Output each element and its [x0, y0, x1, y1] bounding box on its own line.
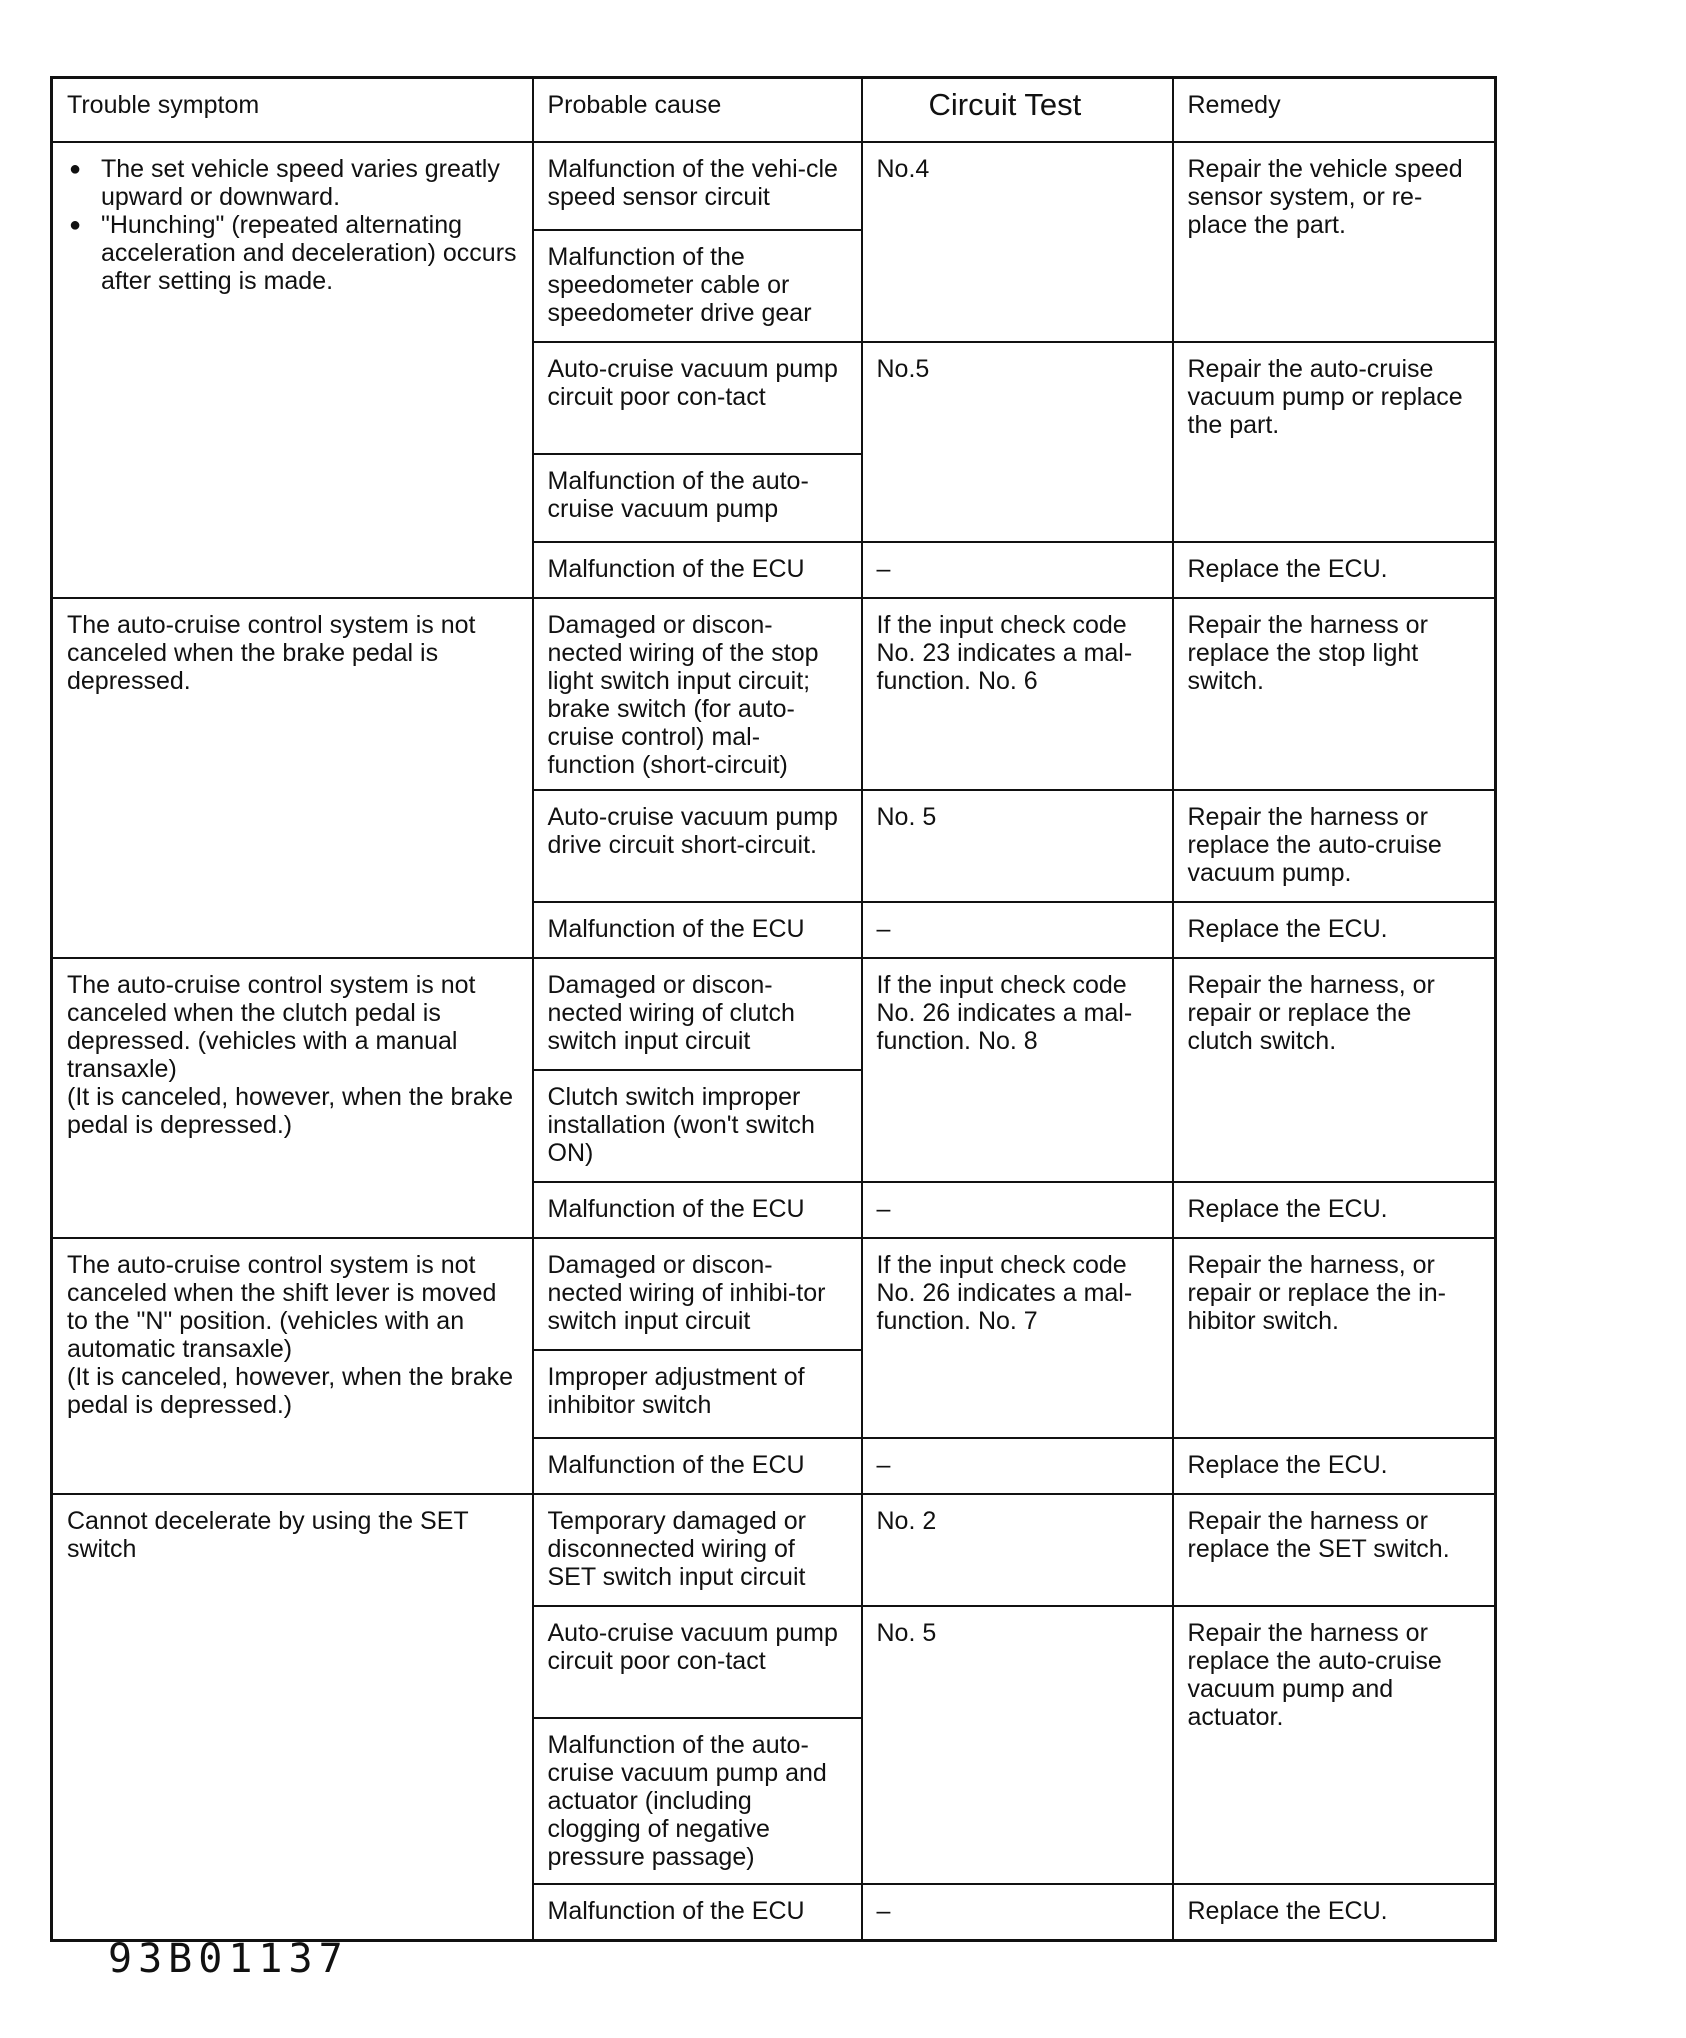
cause-cell: Improper adjustment of inhibitor switch — [533, 1350, 862, 1438]
cause-cell: Malfunction of the auto-cruise vacuum pump and actuator (including clogging of negative pressure passage) — [533, 1718, 862, 1884]
header-probable-cause: Probable cause — [533, 78, 862, 143]
table-row — [52, 958, 1496, 1070]
cause-cell: Damaged or discon-nected wiring of inhibi-tor switch input circuit — [533, 1238, 862, 1350]
circuit-test-cell: – — [862, 902, 1173, 958]
symptom-text: The auto-cruise control system is not canceled when the clutch pedal is depressed. (vehicles with a manual transaxle) — [67, 971, 476, 1083]
table-row — [52, 142, 1496, 230]
remedy-cell: Replace the ECU. — [1173, 1438, 1496, 1494]
cause-cell: Malfunction of the ECU — [533, 1884, 862, 1941]
circuit-test-cell: – — [862, 542, 1173, 598]
cause-cell: Malfunction of the ECU — [533, 902, 862, 958]
circuit-test-cell: – — [862, 1438, 1173, 1494]
symptom-cell — [52, 958, 533, 1238]
remedy-cell: Replace the ECU. — [1173, 1182, 1496, 1238]
symptom-cell — [52, 1238, 533, 1494]
cause-cell: Clutch switch improper installation (won't switch ON) — [533, 1070, 862, 1182]
remedy-cell: Repair the harness or replace the auto-cruise vacuum pump and actuator. — [1173, 1606, 1496, 1884]
cause-cell: Malfunction of the auto-cruise vacuum pump — [533, 454, 862, 542]
cause-cell: Damaged or discon-nected wiring of the stop light switch input circuit; brake switch (for auto-cruise control) mal-function (short-circuit) — [533, 598, 862, 790]
circuit-test-cell: No. 5 — [862, 1606, 1173, 1884]
header-row — [52, 78, 1496, 143]
cause-cell: Malfunction of the ECU — [533, 1438, 862, 1494]
circuit-test-cell: No. 5 — [862, 790, 1173, 902]
header-circuit-test: Circuit Test — [862, 78, 1173, 143]
symptom-cell: The auto-cruise control system is not canceled when the brake pedal is depressed. — [52, 598, 533, 958]
document-id: 93B01137 — [108, 1936, 349, 1982]
remedy-cell: Repair the harness, or repair or replace the in-hibitor switch. — [1173, 1238, 1496, 1438]
circuit-test-cell: If the input check code No. 26 indicates a mal-function. No. 8 — [862, 958, 1173, 1182]
remedy-cell: Repair the harness or replace the SET switch. — [1173, 1494, 1496, 1606]
table-row — [52, 598, 1496, 790]
remedy-cell: Repair the harness or replace the auto-cruise vacuum pump. — [1173, 790, 1496, 902]
symptom-bullet: ● The set vehicle speed varies greatly upward or downward. — [101, 155, 518, 211]
symptom-bullet-list — [67, 155, 518, 295]
circuit-test-cell: No. 2 — [862, 1494, 1173, 1606]
cause-cell: Auto-cruise vacuum pump drive circuit short-circuit. — [533, 790, 862, 902]
circuit-test-cell: If the input check code No. 23 indicates a mal-function. No. 6 — [862, 598, 1173, 790]
cause-cell: Damaged or discon-nected wiring of clutch switch input circuit — [533, 958, 862, 1070]
remedy-cell: Replace the ECU. — [1173, 1884, 1496, 1941]
table-row — [52, 1494, 1496, 1606]
cause-cell: Malfunction of the ECU — [533, 1182, 862, 1238]
header-remedy: Remedy — [1173, 78, 1496, 143]
circuit-test-cell: If the input check code No. 26 indicates a mal-function. No. 7 — [862, 1238, 1173, 1438]
header-trouble-symptom: Trouble symptom — [52, 78, 533, 143]
cause-cell: Malfunction of the vehi-cle speed sensor circuit — [533, 142, 862, 230]
remedy-cell: Repair the auto-cruise vacuum pump or replace the part. — [1173, 342, 1496, 542]
cause-cell: Auto-cruise vacuum pump circuit poor con-tact — [533, 1606, 862, 1718]
circuit-test-cell: No.4 — [862, 142, 1173, 342]
cause-cell: Malfunction of the speedometer cable or speedometer drive gear — [533, 230, 862, 342]
remedy-cell: Replace the ECU. — [1173, 902, 1496, 958]
circuit-test-cell: – — [862, 1182, 1173, 1238]
cause-cell: Malfunction of the ECU — [533, 542, 862, 598]
remedy-cell: Repair the vehicle speed sensor system, or re-place the part. — [1173, 142, 1496, 342]
table-row — [52, 1238, 1496, 1350]
symptom-bullet: ● "Hunching" (repeated alternating acceleration and deceleration) occurs after setting is made. — [101, 211, 518, 295]
trouble-symptom-table — [50, 76, 1497, 1942]
remedy-cell: Repair the harness or replace the stop light switch. — [1173, 598, 1496, 790]
remedy-cell: Replace the ECU. — [1173, 542, 1496, 598]
symptom-cell — [52, 142, 533, 598]
symptom-note: (It is canceled, however, when the brake pedal is depressed.) — [67, 1083, 514, 1139]
symptom-cell: Cannot decelerate by using the SET switch — [52, 1494, 533, 1941]
cause-cell: Temporary damaged or disconnected wiring of SET switch input circuit — [533, 1494, 862, 1606]
symptom-note: (It is canceled, however, when the brake pedal is depressed.) — [67, 1363, 514, 1419]
circuit-test-cell: – — [862, 1884, 1173, 1941]
remedy-cell: Repair the harness, or repair or replace the clutch switch. — [1173, 958, 1496, 1182]
cause-cell: Auto-cruise vacuum pump circuit poor con-tact — [533, 342, 862, 454]
circuit-test-cell: No.5 — [862, 342, 1173, 542]
symptom-text: The auto-cruise control system is not canceled when the shift lever is moved to the "N" position. (vehicles with an automatic transaxle) — [67, 1251, 497, 1363]
